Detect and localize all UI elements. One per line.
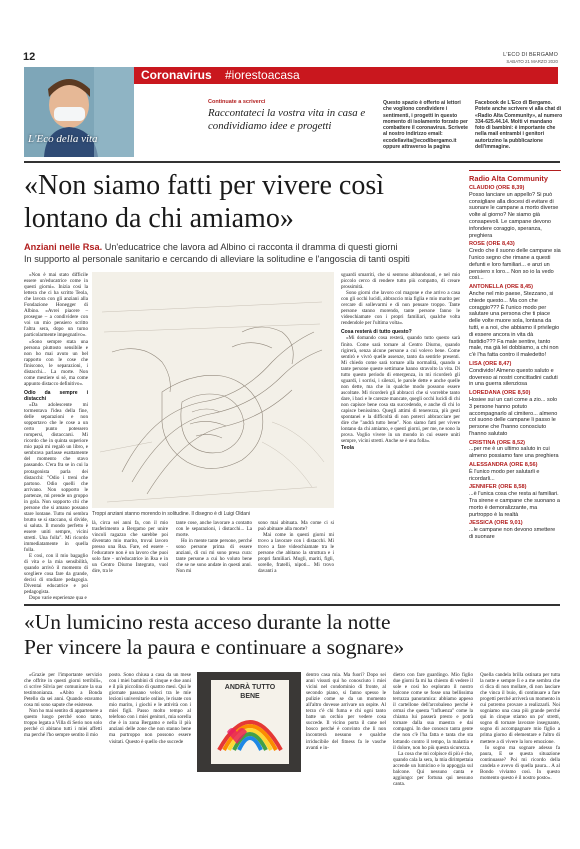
article-paragraph: «Grazie per l'importante servizio che offrite in questi giorni terribili», ci scrive Silvia per comunicare la sua testimonianza. «Abito a Bonda Petello da sei anni. Quando eravamo cosa mi sono sapute che esistesse. <box>24 672 102 709</box>
radio-message-text: Posso lanciare un appello? Si può consigliare alla diocesi di evitare di suonare le campane a morto diverse volte al giorno? Ne siamo già consapevoli. Le campane devono infondere coraggio, speranza, preghiera <box>469 191 559 239</box>
newspaper-brand: L'ECO DI BERGAMO <box>503 52 558 58</box>
radio-message <box>469 185 561 239</box>
subhead-text: Un'educatrice che lavora ad Albino ci racconta il dramma di questi giorni <box>104 242 398 252</box>
issue-date: SABATO 21 MARZO 2020 <box>506 59 558 64</box>
rainbow-sign-photo <box>197 672 301 772</box>
radio-message-text: Condivido! Almeno questo saluto e dovereso ai nostri concittadini caduti in una guerra silenziosa <box>469 367 558 388</box>
radio-message <box>469 361 561 388</box>
radio-messages <box>469 183 561 601</box>
subhead-line2: In supporto al personale sanitario e cercando di alleviare la solitudine e l'angoscia di tanti ospiti <box>24 253 410 264</box>
radio-message-author: JESSICA (ORE 9,01) <box>469 520 523 527</box>
sign-text-2: BENE <box>240 693 260 700</box>
article-signature: Teola <box>341 445 354 452</box>
article-paragraph: Non ho mai sentito di appartenere a questo luogo perché sono tanto, troppo legata a Villa di Serio non solo perché ci abitano tutti i miei affetti ma perché l'ho sempre sentito il mio <box>24 708 102 739</box>
article-paragraph: là, circa sei anni fa, con il mio trasferimento a Bergamo per unire vincoli ragazzo che sarebbe poi diventato mio marito, trovai lavoro presso una Rsa. Fare, ed essere - l'educatore non è un lavoro che puoi solo fare - un'educatrice in Rsa e in un Centro Diurno Integrato, vuol dire, tra le <box>92 520 168 575</box>
second-col-5 <box>480 672 560 842</box>
article-paragraph: Sono giorni che lavoro col magone e che arrivo a casa con gli occhi lucidi, abbraccio mia figlia e mio marito per cercare di sollevarmi e di non pensare troppo. Tante persone stanno morendo, tante persone fanno le videochiamate con i propri familiari, qualche volta rendendole per l'ultima volta». <box>341 290 460 327</box>
section-bar <box>134 67 558 84</box>
article-subheading: Odio da sempre i distacchi <box>24 389 88 402</box>
article-paragraph: «Da adolescente mi tormentava l'idea della fine, delle separazioni e non sopportavo che le cose a un certo punto potessero rompersi, distaccarsi. Mi ricordo che in quinta superiore mio papà mi regalò un libro, e sembrava parlasse esattamente del momento che stavo passando. C'era fra se in cui la protagonista parla dei distacchi: "Odio i treni che partono. Odio quelli che arrivano. Non sopporto le partenze, mi prende un groppo in gola. Non sopporto chi che persone che si amano possano stare lontane. Tutto mi sembra brutto se si staccano, si divide, si saluta. Il mondo perfetto è essere uniti sempre, vicini stretti. Una folla". Mi ricordo immediatamente in quella folla. <box>24 401 88 554</box>
second-col-2 <box>109 672 191 842</box>
article-paragraph: dietro con fare guardingo. Mio figlio due giorni fa mi ha chiesto di vedere il sole e così ho esplorato il nostro balcone come se fosse una bellissima terrazza panoramica: abbiamo appeso il cartellone dell'arcobaleno perché è ormai che questa "influenza" come la chiama lui passerà presto e potrà tornare dalla sua maestra e dai compagni. In due conosco tanta gente che non c'è l'ha fatta e tanta che sta lottando contro il tempo, la malattia e il dolore, non ho più questa sicurezza. <box>393 672 473 751</box>
article-paragraph: Ho in mente tante persone, perché sono persone prima di essere anziani, di cui mi sono presa cura: tante persone a cui ho voluto bene che se ne sono andate in questi anni. Non mi <box>176 538 252 575</box>
article-paragraph: La cosa che mi colpisce di più è che, quando cala la sera, la mia dirimpettaia accende un lumicino e lo appoggia sul balcone. Qui nessuno canta e aggiungo: per fortuna qui nessuno canta. <box>393 750 473 787</box>
article-paragraph: Mai come in questi giorni mi trovo a lavorare con i distacchi. Mi trovo a fare videochiamate tra le persone che abitano la struttura e i propri familiari. Mogli, mariti, figli, sorelle, fratelli, nipoti... Mi trovo davanti a <box>258 532 334 575</box>
radio-message-author: JENNIFER (ORE 8,58) <box>469 484 527 491</box>
banner-info-col1: Questo spazio è offerto ai lettori che vogliono condividere i sentimenti, i progetti in questo momento di isolamento forzato per combattere il coronavirus. Scrivete al nostro indirizzo email: ecodellavita@ecodibergamo.it oppure attraverso la pagina <box>383 100 468 150</box>
second-headline-line2: Per vincere la paura e continuare a sognare» <box>24 635 405 659</box>
radio-message-author: ROSE (ORE 8,43) <box>469 241 515 248</box>
radio-message <box>469 440 561 460</box>
second-col-3 <box>306 672 386 842</box>
article-paragraph: dentro casa mia. Ma fuori? Dopo sei anni vissuti qui ho conosciuto i miei vicini nel condominio di fronte, al secondo piano, si fanno spesso le pulizie come se da un momento all'altro dovesse arrivare un ospite. Al terzo c'è chi fuma e chi ogni tanto batte un orchio per vedere cosa succede. Il vicino porta il cane nel bosco perché è convinto che lì non incontrerà nessuno e qualche irriducibile del fitness fa le vasche avanti e in- <box>306 672 386 751</box>
radio-message <box>469 241 561 282</box>
elderly-hands-drawing <box>92 272 334 508</box>
radio-message <box>469 484 561 518</box>
article-paragraph: Dopo varie esperienze qua e <box>29 595 87 602</box>
radio-message-author: ALESSANDRA (ORE 8,56) <box>469 462 538 469</box>
article-col-2 <box>92 520 168 600</box>
radio-title: Radio Alta Community <box>469 174 548 183</box>
radio-message-text: Credo che il suono delle campane sia l'unico segno che rimane a questi defunti e loro familiari... e anzi un pensiero x loro... Non so io la vedo così... <box>469 248 561 282</box>
radio-message-author: ANTONELLA (ORE 8,45) <box>469 284 534 291</box>
radio-message <box>469 284 561 359</box>
radio-message-text: ...per me è un ultimo saluto in cui almeno possiamo fare una preghiera <box>469 446 559 460</box>
radio-message-text: Hosiee sui un cari come a zio... solo 3 persone hanno potuto accompagnarlo al cimitero... almeno col suono delle campane li passo le persone che l'hanno conosciuto l'hanno salutato <box>469 396 558 437</box>
article-col-1 <box>24 272 88 602</box>
radio-message-author: CRISTINA (ORE 8,52) <box>469 439 526 446</box>
article-paragraph: sono mai abituata. Ma come ci si può abituare alla morte? <box>258 520 334 533</box>
radio-message-author: CLAUDIO (ORE 8,39) <box>469 185 525 191</box>
main-headline: «Non siamo fatti per vivere così lontano da chi amiamo» <box>24 170 385 234</box>
section-hashtag: #iorestoacasa <box>225 68 300 82</box>
article-paragraph: Quella candela brilla ostinata per tutta la notte e sempre lì e a me sembra che ci dica di non mollare, di non lasciare che vinca il buio, di continuare a fare progetti perché arriverà un momento in cui potremo provare a realizzarli. Noi sogniamo una casa più grande perché qui in cinque stiamo un po' stretti, sogno di tornare lavorare insegnante, sogno di accompagnare mio figlio a prima giorno di elementare e l'altro di mettere a di vivere la loro emozione. <box>480 672 560 745</box>
banner-bottom-rule <box>24 161 560 163</box>
banner-photo <box>24 67 134 157</box>
subhead-lead: Anziani nelle Rsa. <box>24 242 103 252</box>
article-paragraph: «Mi domando cosa resterà, quando tutto questo sarà finito. Come sarà tornare al Centro Diurno, quando rigirerà, senza alcune persone a cui volevo bene. Come sentirò e vivrò quelle assenze, tanto da sentirle presenti. Mi chiedo come sarà tornare alla normalità, quando a tante persone queste settimane hanno stravolto la vita. Di tutto questo periodo di emergenza, in mi ricorderò gli sguardi, i sorrisi, i silenzi, le parole dette e anche quelle non dette, ma che in qualche modo possono essere ascoltate. Mi ricorderò gli abbracci che si vorrebbe tanto dare, i baci e le carezze mancate, quegli occhi lucidi di chi non capisce bene cosa sta succedendo, e anche di chi lo capisce benissimo. Quegli attimi di tenerezza, più gesti spontanei e la difficoltà di non poterci abbracciare per dire che "andrà tutto bene". Non siamo fatti per vivere lontano da chi amiamo, e questi giorni, per me, ne sono la prova. Voglio vivere in un mondo in cui essere uniti sempre, vicini stretti. Anche se è una folla». <box>341 335 460 445</box>
radio-message-text: ...le campane non devono smettere di suonare <box>469 527 556 541</box>
radio-message-text: È l'unico modo per salutarli e ricordarli... <box>469 468 540 482</box>
article-paragraph: sguardi smarriti, che si sentono abbandonati, e nel mio piccolo cerco di rendere tutto più compatto, di creare prossimità. <box>341 272 460 291</box>
article-col-3 <box>176 520 252 600</box>
eco-della-vita-logo: L'Eco della vita <box>28 133 98 145</box>
article-paragraph: posto. Sono chiusa a casa da un mese con i miei bambini di cinque e due anni e il più piccolino di quattro mesi. Qui le giornate passano veloci tra le mie lezioni universitarie online, le risate con mio marito, i giochi e le attività con i miei figli. Passo molto tempo al telefono con i miei genitori, mia sorella che è in zona Bergamo e nella il più anziani delle zone che non stanno bene ma purtroppo non possono essere visitati. Questo è quello che succede <box>109 672 191 745</box>
radio-message-text: Anche nel mio paese, Stezzano, si chiede questo... Ma con che coraggio??? È l'unico modo per salutare una persona che ti piace delle volte muore sola, lontana da tutti, e a noi, che abbiamo il privilegio di essere ancora in vita dà fastidio??? Fa male sentire, tanto male, ma già lei dobbiamo, a chi non c'è l'ha fatta contro il maledetto! <box>469 290 560 359</box>
radio-message-author: LISA (ORE 8,47) <box>469 360 512 367</box>
sign-text-1: ANDRÀ TUTTO <box>224 684 276 691</box>
section-divider <box>24 604 560 606</box>
article-subheading: Cosa resterà di tutto questo? <box>341 329 412 336</box>
article-paragraph: Io sogno ma sognare adesso fa paura, E se questa situazione continuasse? Poi mi ricordo della candela e avevo di quella paura... A al Bondo viviamo così. In questo momento questo è il nostro posto». <box>480 744 560 781</box>
second-col-4 <box>393 672 473 842</box>
page-number: 12 <box>23 51 36 63</box>
article-paragraph: «Non è mai stato difficile essere un'educatrice come in questi giorni». Inizia così la lettera che ci ha scritto Teola, che lavora con gli anziani alla Fondazione Honegger di Albino. «Avrei piacere – prosegue – a condividere con voi un mio pensiero scritto l'altra sera, dopo un turno particolarmente impegnativo». <box>24 272 88 339</box>
radio-message <box>469 520 561 540</box>
radio-message-text: ...è l'unica cosa che resta ai familiari. Tra sirene e campane che suonano a morto è demoralizzante, ma purtroppo è la realtà <box>469 491 560 518</box>
radio-message <box>469 390 561 438</box>
article-paragraph: «Sono sempre stata una persona piuttosto sensibile e non ho mai avuto un bel rapporto con le cose che finiscono, le separazioni, i distacchi... La morte. Non come mestiere si sé, ma come appunto distacco definitivo». <box>24 338 88 387</box>
article-paragraph: tante cose, anche lavorare a contatto con le separazioni, i distacchi... La morte. <box>176 520 252 539</box>
banner-kicker: Continuate a scriverci <box>208 99 266 105</box>
banner-info-col2: Facebook de L'Eco di Bergamo. Potete anche scrivere vi alla chat di «Radio Alta Community», al numero 334-625.44.14. Molti vi mandano foto di bambini: è importante che nella mail entrambi i genitori autorizzino la pubblicazione dell'immagine. <box>475 100 563 150</box>
banner-headline: Raccontateci la vostra vita in casa e condividiamo idee e progetti <box>208 107 366 132</box>
second-headline-line1: «Un lumicino resta acceso durante la notte <box>24 610 391 634</box>
article-col-4 <box>258 520 334 600</box>
radio-message <box>469 462 561 482</box>
article-col-5 <box>341 272 460 594</box>
section-title: Coronavirus <box>141 68 212 82</box>
radio-top-rule <box>469 170 561 171</box>
article-paragraph: E così, con il mio bagaglio di vita e la mia sensibilità, quando arrivò il momento di scegliere cosa fare da grande, decisi di studiare pedagogia. Diventai educatrice e poi pedagogista. <box>24 553 88 596</box>
main-subhead <box>24 242 464 265</box>
article-illustration <box>92 272 334 508</box>
second-col-1 <box>24 672 102 842</box>
radio-message-author: LOREDANA (ORE 8,50) <box>469 390 531 397</box>
illustration-caption: Troppi anziani stanno morendo in solitudine. Il disegno è di Luigi Oldani <box>92 511 250 517</box>
